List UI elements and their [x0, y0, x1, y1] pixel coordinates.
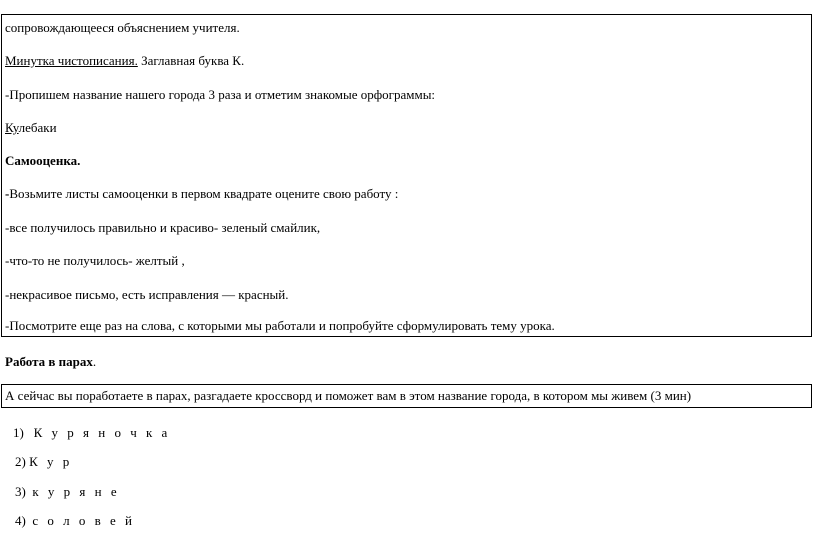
- list-word: к у р я н е: [32, 484, 120, 499]
- self-assessment-heading: Самооценка.: [5, 153, 81, 168]
- list-word: К у р: [29, 454, 73, 469]
- text-line: [5, 120, 57, 136]
- text-line: -Пропишем название нашего города 3 раза и отметим знакомые орфограммы:: [5, 87, 436, 102]
- list-item: [15, 513, 135, 529]
- text-line: -что-то не получилось- желтый ,: [5, 253, 185, 268]
- list-number: 4): [15, 513, 26, 528]
- text-line: сопровождающееся объяснением учителя.: [5, 20, 240, 35]
- pairs-title: Работа в парах: [5, 354, 93, 369]
- underlined-letters: Ку: [5, 120, 19, 135]
- text-fragment: Возьмите листы самооценки в первом квадрате оцените свою работу :: [9, 186, 399, 201]
- lesson-text-box: [1, 14, 812, 337]
- list-number: 3): [15, 484, 26, 499]
- list-word: с о л о в е й: [32, 513, 135, 528]
- pairs-title-dot: .: [92, 354, 97, 369]
- list-item: [13, 425, 170, 441]
- text-line: [5, 186, 398, 202]
- list-number: 2): [15, 454, 26, 469]
- underlined-heading: Минутка чистописания.: [5, 53, 138, 68]
- text-line: -некрасивое письмо, есть исправления — красный.: [5, 287, 289, 302]
- task-text: А сейчас вы поработаете в парах, разгадаете кроссворд и поможет вам в этом название города, в котором мы живем (3 мин): [5, 388, 692, 403]
- pairs-heading: [5, 354, 96, 370]
- bold-dash: -: [5, 186, 10, 201]
- text-fragment: лебаки: [18, 120, 57, 135]
- text-line: -все получилось правильно и красиво- зеленый смайлик,: [5, 220, 321, 235]
- list-item: [15, 484, 120, 500]
- list-number: 1): [13, 425, 24, 440]
- text-line: [5, 53, 244, 69]
- text-fragment: Заглавная буква К.: [137, 53, 245, 68]
- list-item: [15, 454, 72, 470]
- text-line: -Посмотрите еще раз на слова, с которыми мы работали и попробуйте сформулировать тему урока.: [5, 318, 555, 333]
- list-word: К у р я н о ч к а: [33, 425, 171, 440]
- task-box: [1, 384, 812, 408]
